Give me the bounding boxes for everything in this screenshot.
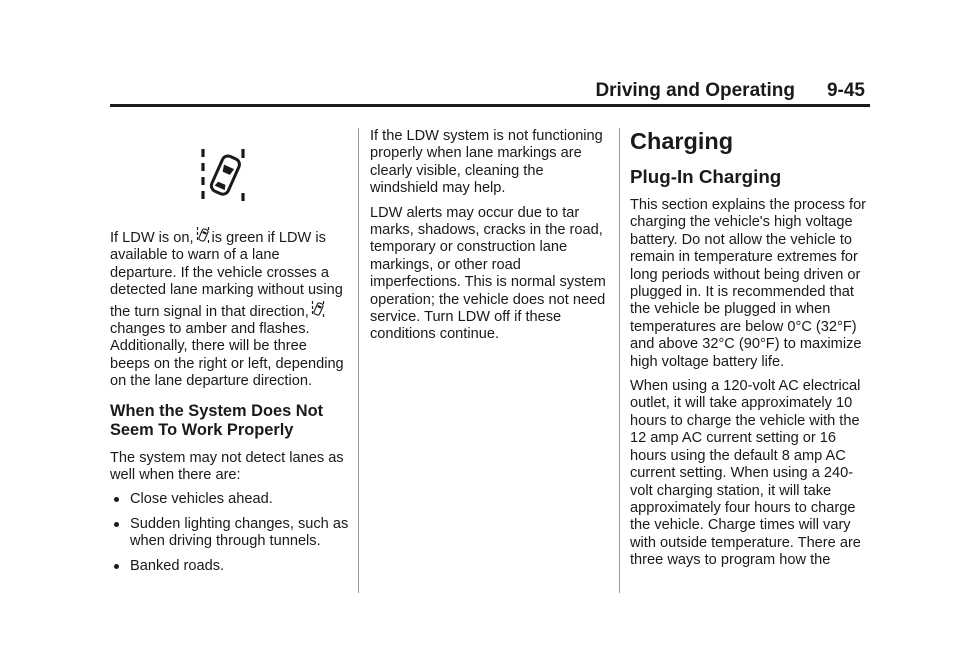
page-header <box>110 80 865 104</box>
subheading-not-working: When the System Does Not Seem To Work Properly <box>110 401 324 439</box>
ldw-alerts-paragraph: LDW alerts may occur due to tar marks, shadows, cracks in the road, temporary or construction lane markings, or other road imperfections. This is normal system operation; the vehicle does not need service. Turn LDW off if these conditions continue. <box>370 204 606 343</box>
ldw-text-3: changes to amber and flashes. Additionally, there will be three beeps on the right or left, depending on the lane departure direction. <box>110 321 344 390</box>
ldw-cleaning-paragraph: If the LDW system is not functioning properly when lane markings are clearly visible, cleaning the windshield may help. <box>370 128 603 197</box>
ldw-inline-icon <box>196 226 210 244</box>
charging-intro-paragraph: This section explains the process for charging the vehicle's high voltage battery. Do not allow the vehicle to remain in temperature extremes for long periods without being driven or plugged in. It is recommended that the vehicle be plugged in when temperatures are below 0°C (32°F) and above 32°C (90°F) to maximize high voltage battery life. <box>630 197 867 370</box>
detect-lanes-paragraph: The system may not detect lanes as well when there are: <box>110 449 344 484</box>
list-item: Banked roads. <box>110 558 350 575</box>
ldw-text-1: If LDW is on, <box>110 230 194 246</box>
header-rule <box>110 104 870 107</box>
column-divider-1 <box>358 128 359 593</box>
lane-departure-warning-icon <box>198 146 250 206</box>
section-title: Driving and Operating <box>595 80 795 101</box>
ldw-text-2: is green if LDW is available to warn of a lane departure. If the vehicle crosses a detected lane marking without using the turn signal in that direction, <box>110 230 343 320</box>
list-item: Sudden lighting changes, such as when driving through tunnels. <box>110 516 350 551</box>
charging-heading: Charging <box>630 128 734 154</box>
column-1 <box>110 128 350 582</box>
page-number: 9-45 <box>826 80 865 101</box>
ldw-paragraph <box>110 226 350 391</box>
plug-in-charging-heading: Plug-In Charging <box>630 166 782 187</box>
list-item: Close vehicles ahead. <box>110 491 350 508</box>
column-divider-2 <box>619 128 620 593</box>
column-2 <box>370 128 610 351</box>
bullet-icon <box>114 564 119 569</box>
bullet-icon <box>114 497 119 502</box>
charging-times-paragraph: When using a 120-volt AC electrical outlet, it will take approximately 10 hours to charge the vehicle with the 12 amp AC current setting or 16 hours using the default 8 amp AC current setting. When using a 240-volt charging station, it will take approximately four hours to charge the vehicle. Charge times will vary with outside temperature. There are three ways to program how the <box>630 378 861 569</box>
column-3 <box>630 128 870 577</box>
ldw-inline-icon <box>311 300 325 318</box>
bullet-icon <box>114 522 119 527</box>
conditions-list <box>110 491 350 575</box>
